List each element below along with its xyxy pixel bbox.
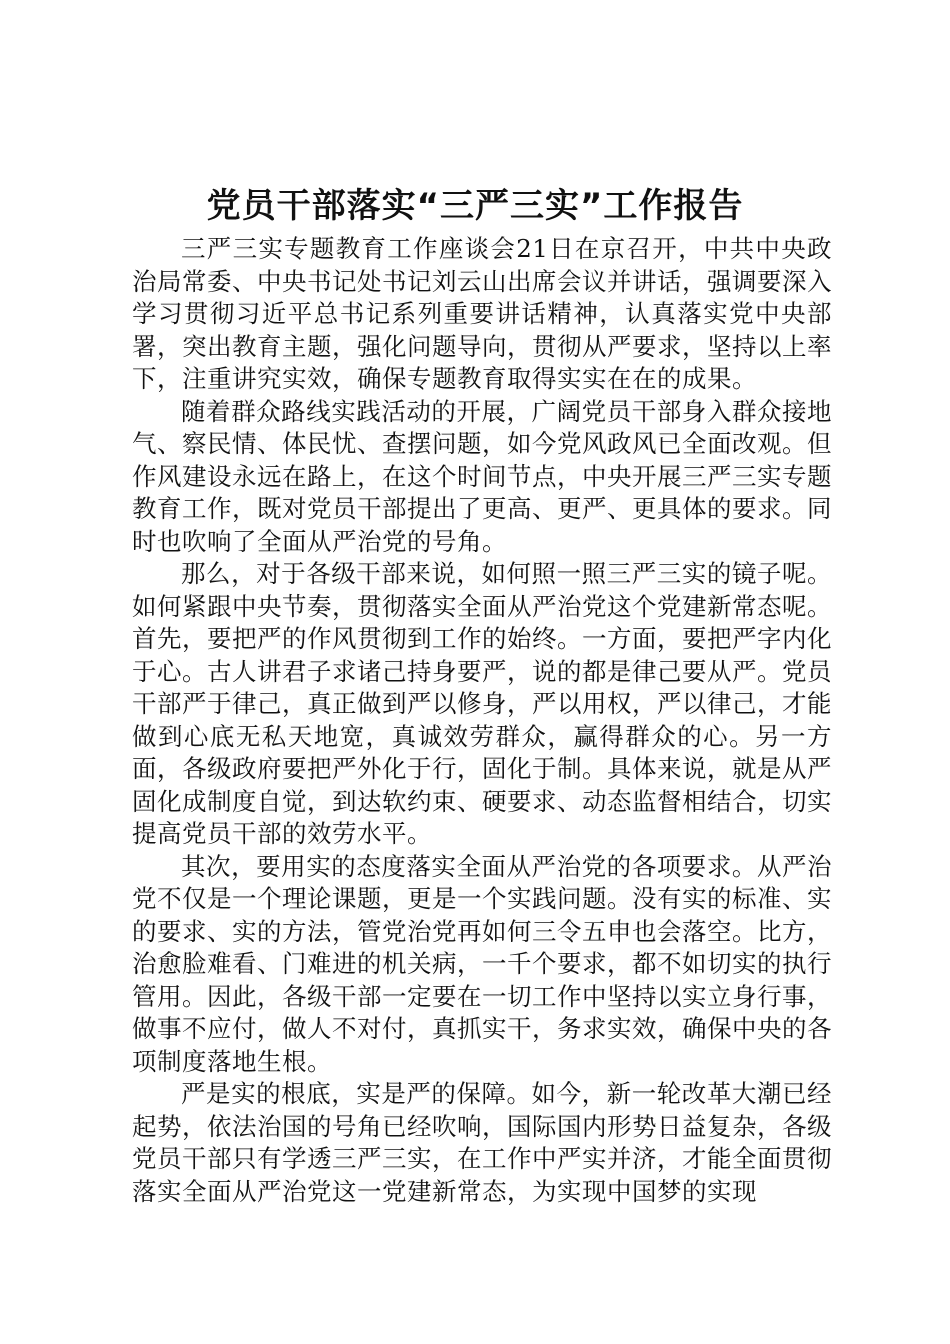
document-title: 党员干部落实“三严三实”工作报告 — [206, 186, 744, 226]
paragraph-2: 随着群众路线实践活动的开展，广阔党员干部身入群众接地气、察民情、体民忧、查摆问题，如今党风政风已全面改观。但作风建设永远在路上，在这个时间节点，中央开展三严三实专题教育工作，既对党员干部提出了更高、更严、更具体的要求。同时也吹响了全面从严治党的号角。 — [132, 396, 832, 556]
document-body — [132, 233, 832, 1208]
paragraph-3: 那么，对于各级干部来说，如何照一照三严三实的镜子呢。如何紧跟中央节奏，贯彻落实全面从严治党这个党建新常态呢。首先，要把严的作风贯彻到工作的始终。一方面，要把严字内化于心。古人讲君子求诸己持身要严，说的都是律己要从严。党员干部严于律己，真正做到严以修身，严以用权，严以律己，才能做到心底无私天地宽，真诚效劳群众，赢得群众的心。另一方面，各级政府要把严外化于行，固化于制。具体来说，就是从严固化成制度自觉，到达软约束、硬要求、动态监督相结合，切实提高党员干部的效劳水平。 — [132, 559, 832, 848]
paragraph-1: 三严三实专题教育工作座谈会21日在京召开，中共中央政治局常委、中央书记处书记刘云山出席会议并讲话，强调要深入学习贯彻习近平总书记系列重要讲话精神，认真落实党中央部署，突出教育主题，强化问题导向，贯彻从严要求，坚持以上率下，注重讲究实效，确保专题教育取得实实在在的成果。 — [132, 234, 832, 393]
paragraph-4: 其次，要用实的态度落实全面从严治党的各项要求。从严治党不仅是一个理论课题，更是一个实践问题。没有实的标准、实的要求、实的方法，管党治党再如何三令五申也会落空。比方，治愈脸难看、门难进的机关病，一千个要求，都不如切实的执行管用。因此，各级干部一定要在一切工作中坚持以实立身行事，做事不应付，做人不对付，真抓实干，务求实效，确保中央的各项制度落地生根。 — [132, 851, 832, 1076]
paragraph-5: 严是实的根底，实是严的保障。如今，新一轮改革大潮已经起势，依法治国的号角已经吹响，国际国内形势日益复杂，各级党员干部只有学透三严三实，在工作中严实并济，才能全面贯彻落实全面从严治党这一党建新常态，为实现中国梦的实现 — [132, 1079, 832, 1206]
